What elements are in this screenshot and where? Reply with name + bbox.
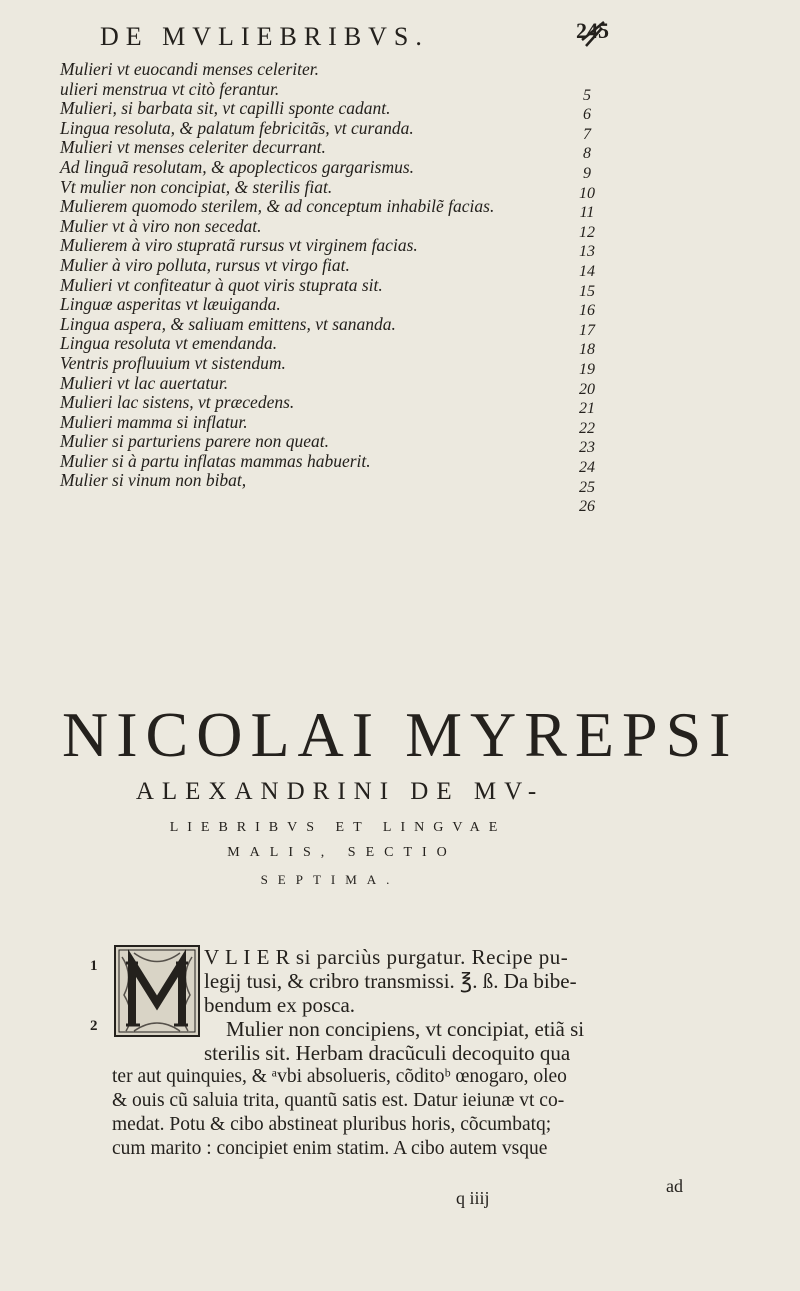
- running-head: [100, 22, 600, 52]
- index-entry-number: 8: [583, 145, 591, 163]
- woodcut-initial-m: [114, 945, 200, 1037]
- folio-number: [574, 14, 612, 58]
- index-entry-number: 18: [579, 341, 595, 359]
- index-entry: [60, 491, 580, 511]
- chapter-index: [60, 60, 580, 511]
- body-line: ter aut quinquies, & ᵃvbi absolueris, cõditoᵇ œnogaro, oleo: [112, 1066, 567, 1087]
- catchword: ad: [666, 1176, 683, 1196]
- section-subtitle-3: MALIS, SECTIO: [227, 845, 457, 860]
- index-entry: Mulieri vt confiteatur à quot viris stuprata sit.: [60, 274, 383, 295]
- index-entry-number: 21: [579, 400, 595, 418]
- index-entry: Linguæ asperitas vt læuiganda.: [60, 294, 281, 315]
- running-head-text: DE MVLIEBRIBVS.: [100, 22, 429, 51]
- index-entry-number: 26: [579, 498, 595, 516]
- folio-number-text: 245: [576, 18, 609, 43]
- signature-mark: q iiij: [456, 1188, 490, 1208]
- section-subtitle-4: SEPTIMA.: [260, 872, 400, 887]
- index-entry-number: 5: [583, 86, 591, 104]
- body-line: & ouis cũ saluia trita, quantũ satis est. Datur ieiunæ vt co-: [112, 1090, 565, 1111]
- index-entry: Mulieri mamma si inflatur.: [60, 411, 248, 432]
- index-entry: Mulier si vinum non bibat,: [60, 470, 247, 491]
- index-entry: Lingua resoluta vt emendanda.: [60, 333, 278, 354]
- body-line: cum marito : concipiet enim statim. A cibo autem vsque: [112, 1138, 548, 1159]
- index-entry: Mulier vt à viro non secedat.: [60, 215, 262, 236]
- index-entry: Mulier si à partu inflatas mammas habuerit.: [60, 450, 371, 471]
- index-entry-number: 9: [583, 165, 591, 182]
- index-entry-number: 19: [579, 361, 595, 378]
- body-line: medat. Potu & cibo abstineat pluribus horis, cõcumbatq;: [112, 1114, 552, 1135]
- index-entry-number: 14: [579, 263, 595, 280]
- index-entry: Vt mulier non concipiat, & sterilis fiat.: [60, 176, 333, 197]
- index-entry-number: 13: [579, 243, 595, 261]
- index-entry: Mulierem à viro stupratã rursus vt virginem facias.: [60, 235, 418, 256]
- index-entry: Mulieri vt euocandi menses celeriter.: [60, 59, 320, 79]
- index-entry-number: 22: [579, 419, 595, 437]
- index-entry-number: 11: [579, 204, 595, 222]
- index-entry-number: 20: [579, 380, 595, 398]
- section-subtitle-2: LIEBRIBVS ET LINGVAE: [169, 820, 507, 835]
- index-entry-number: 15: [579, 282, 595, 300]
- body-line: V L I E R si parciùs purgatur. Recipe pu-: [204, 945, 569, 969]
- index-entry: Lingua aspera, & saliuam emittens, vt sananda.: [60, 313, 396, 334]
- index-entry-number: 12: [579, 223, 595, 241]
- margin-number-2: 2: [90, 1018, 98, 1034]
- index-entry: Mulierem quomodo sterilem, & ad conceptum inhabilẽ facias.: [60, 196, 495, 217]
- index-entry-number: 24: [579, 459, 595, 476]
- body-line: legij tusi, & cribro transmissi. ℥. ß. Da bibe-: [204, 969, 577, 993]
- body-line: sterilis sit. Herbam dracũculi decoquito qua: [204, 1041, 571, 1065]
- index-entry-number: 6: [583, 106, 591, 124]
- body-line: bendum ex posca.: [204, 993, 356, 1017]
- index-entry: Mulieri, si barbata sit, vt capilli sponte cadant.: [60, 98, 391, 119]
- index-entry: Mulier si parturiens parere non queat.: [60, 431, 329, 452]
- index-entry-number: 7: [583, 125, 591, 143]
- section-title: NICOLAI MYREPSI: [62, 699, 739, 770]
- index-entry: Mulieri vt lac auertatur.: [60, 372, 229, 393]
- section-subtitle-1: ALEXANDRINI DE MV-: [135, 778, 545, 805]
- margin-number-1: 1: [90, 958, 98, 974]
- index-entry-number: 25: [579, 478, 595, 496]
- index-entry-number: 17: [579, 321, 595, 339]
- index-entry: Mulieri lac sistens, vt præcedens.: [60, 392, 295, 413]
- body-line: Mulier non concipiens, vt concipiat, etiã si: [226, 1017, 585, 1041]
- index-entry-number: 10: [579, 184, 595, 202]
- index-entry: Lingua resoluta, & palatum febricitãs, vt curanda.: [60, 117, 414, 138]
- index-entry-number: 16: [579, 302, 595, 320]
- index-entry: Ventris profluuium vt sistendum.: [60, 352, 286, 373]
- index-entry: Mulier à viro polluta, rursus vt virgo fiat.: [60, 254, 350, 275]
- index-entry: Ad linguã resolutam, & apoplecticos gargarismus.: [60, 156, 415, 177]
- index-entry-number: 23: [579, 439, 595, 457]
- index-entry: Mulieri vt menses celeriter decurrant.: [60, 137, 326, 158]
- index-entry: ulieri menstrua vt citò ferantur.: [60, 78, 280, 99]
